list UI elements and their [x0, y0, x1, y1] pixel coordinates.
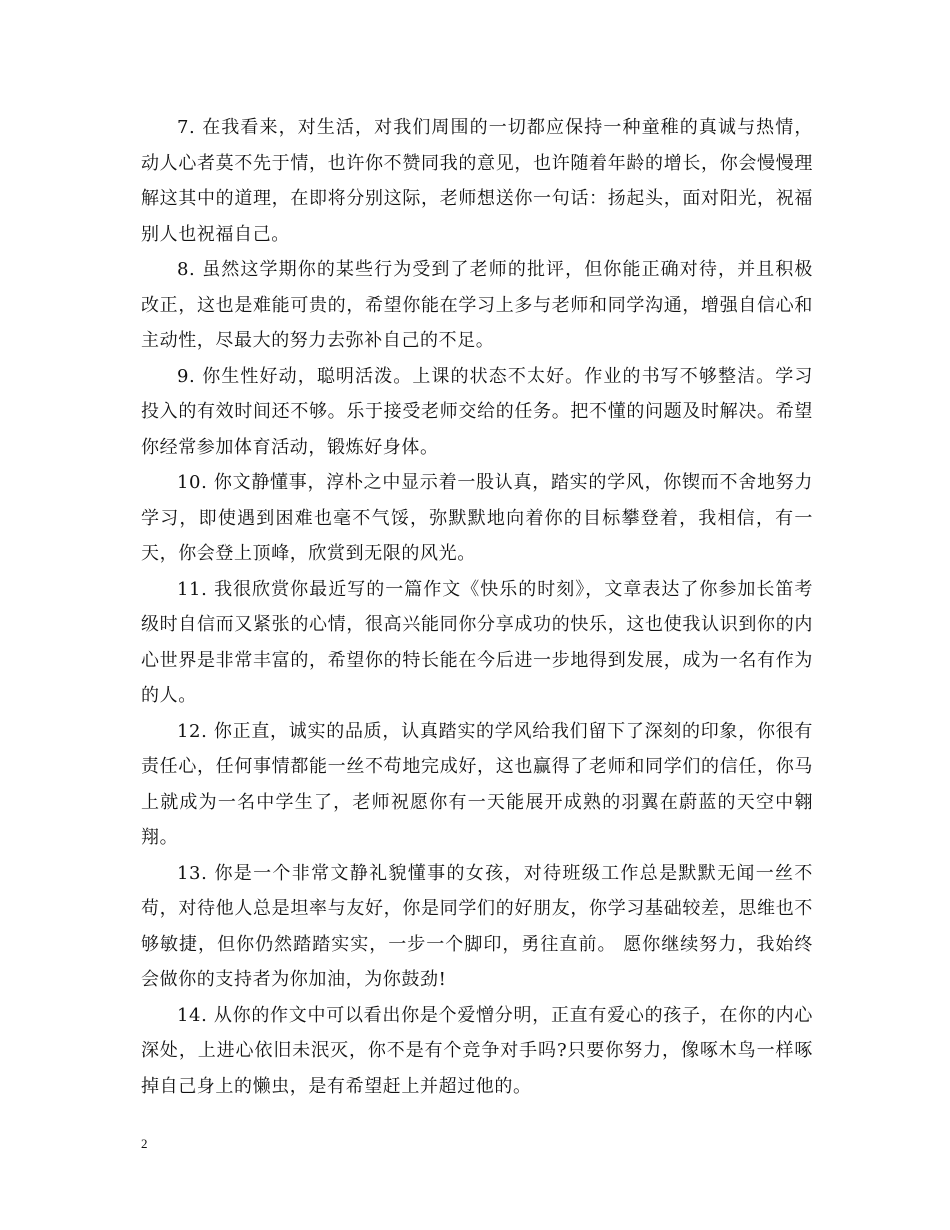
comment-paragraph-8: 8. 虽然这学期你的某些行为受到了老师的批评，但你能正确对待，并且积极改正，这也是难能可贵的，希望你能在学习上多与老师和同学沟通，增强自信心和主动性，尽最大的努力去弥补自己的不足。	[141, 259, 813, 351]
document-body	[141, 110, 813, 1104]
comment-paragraph-11: 11. 我很欣赏你最近写的一篇作文《快乐的时刻》，文章表达了你参加长笛考级时自信而又紧张的心情，很高兴能同你分享成功的快乐，这也使我认识到你的内心世界是非常丰富的，希望你的特长能在今后进一步地得到发展，成为一名有作为的人。	[141, 578, 813, 706]
comment-paragraph-12: 12. 你正直，诚实的品质，认真踏实的学风给我们留下了深刻的印象，你很有责任心，任何事情都能一丝不苟地完成好，这也赢得了老师和同学们的信任，你马上就成为一名中学生了，老师祝愿你有一天能展开成熟的羽翼在蔚蓝的天空中翱翔。	[141, 720, 813, 848]
comment-paragraph-9: 9. 你生性好动，聪明活泼。上课的状态不太好。作业的书写不够整洁。学习投入的有效时间还不够。乐于接受老师交给的任务。把不懂的问题及时解决。希望你经常参加体育活动，锻炼好身体。	[141, 365, 813, 458]
comment-paragraph-13: 13. 你是一个非常文静礼貌懂事的女孩，对待班级工作总是默默无闻一丝不苟，对待他人总是坦率与友好，你是同学们的好朋友，你学习基础较差，思维也不够敏捷，但你仍然踏踏实实，一步一个脚印，勇往直前。 愿你继续努力，我始终会做你的支持者为你加油，为你鼓劲!	[141, 862, 813, 990]
page-number: 2	[141, 1136, 148, 1151]
comment-paragraph-7: 7. 在我看来，对生活，对我们周围的一切都应保持一种童稚的真诚与热情，动人心者莫不先于情，也许你不赞同我的意见，也许随着年龄的增长，你会慢慢理解这其中的道理，在即将分别这际，老师想送你一句话：扬起头，面对阳光，祝福别人也祝福自己。	[141, 117, 813, 245]
comment-paragraph-10: 10. 你文静懂事，淳朴之中显示着一股认真，踏实的学风，你锲而不舍地努力学习，即使遇到困难也毫不气馁，弥默默地向着你的目标攀登着，我相信，有一天，你会登上顶峰，欣赏到无限的风光。	[141, 472, 813, 564]
comment-paragraph-14: 14. 从你的作文中可以看出你是个爱憎分明，正直有爱心的孩子，在你的内心深处，上进心依旧未泯灭，你不是有个竞争对手吗?只要你努力，像啄木鸟一样啄掉自己身上的懒虫，是有希望赶上并超过他的。	[141, 1004, 813, 1097]
